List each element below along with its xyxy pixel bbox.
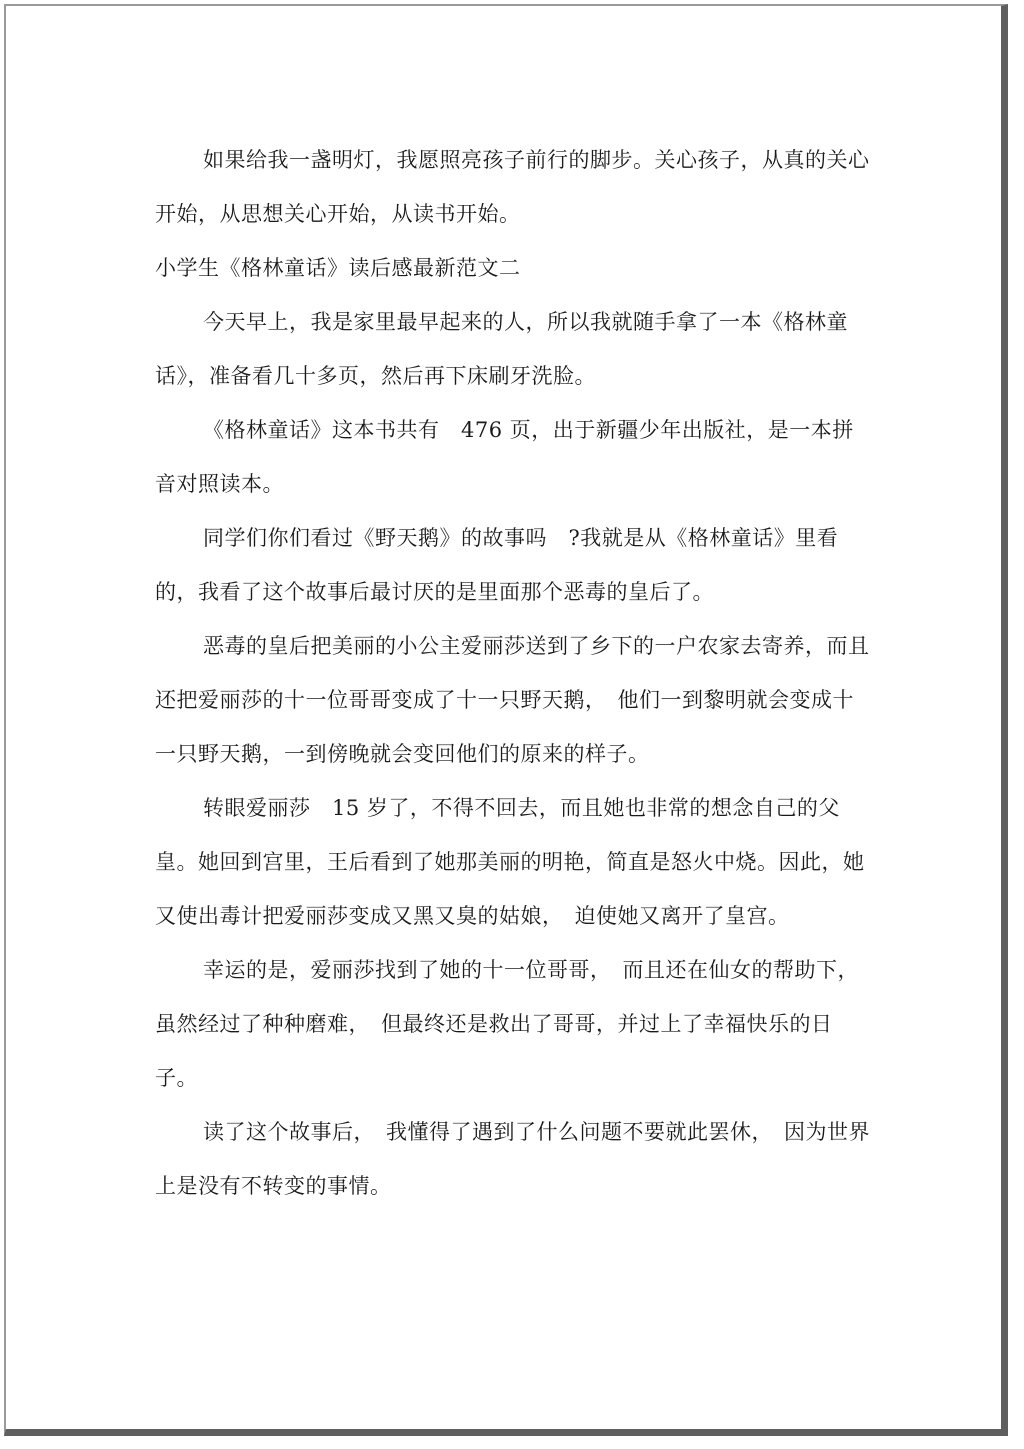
paragraph-3: 同学们你们看过《野天鹅》的故事吗 ?我就是从《格林童话》里看的，我看了这个故事后最讨厌的是里面那个恶毒的皇后了。: [155, 526, 839, 604]
document-body: [155, 133, 875, 1213]
paragraph-1: 今天早上，我是家里最早起来的人，所以我就随手拿了一本《格林童话》，准备看几十多页，然后再下床刷牙洗脸。: [155, 310, 848, 388]
paragraph-2: 《格林童话》这本书共有 476 页，出于新疆少年出版社，是一本拼音对照读本。: [155, 418, 854, 496]
paragraph-5: 转眼爱丽莎 15 岁了，不得不回去，而且她也非常的想念自己的父皇。她回到宫里，王后看到了她那美丽的明艳，简直是怒火中烧。因此，她又使出毒计把爱丽莎变成又黑又臭的姑娘， 迫使她又离开了皇宫。: [155, 796, 865, 928]
intro-paragraph: 如果给我一盏明灯，我愿照亮孩子前行的脚步。关心孩子，从真的关心开始，从思想关心开始，从读书开始。: [155, 148, 870, 226]
paragraph-4: 恶毒的皇后把美丽的小公主爱丽莎送到了乡下的一户农家去寄养，而且还把爱丽莎的十一位哥哥变成了十一只野天鹅， 他们一到黎明就会变成十一只野天鹅，一到傍晚就会变回他们的原来的样子。: [155, 634, 870, 766]
paragraph-7: 读了这个故事后， 我懂得了遇到了什么问题不要就此罢休， 因为世界上是没有不转变的事情。: [155, 1120, 870, 1198]
section-heading: 小学生《格林童话》读后感最新范文二: [155, 256, 521, 280]
paragraph-6: 幸运的是，爱丽莎找到了她的十一位哥哥， 而且还在仙女的帮助下，虽然经过了种种磨难， 但最终还是救出了哥哥，并过上了幸福快乐的日子。: [155, 958, 859, 1090]
